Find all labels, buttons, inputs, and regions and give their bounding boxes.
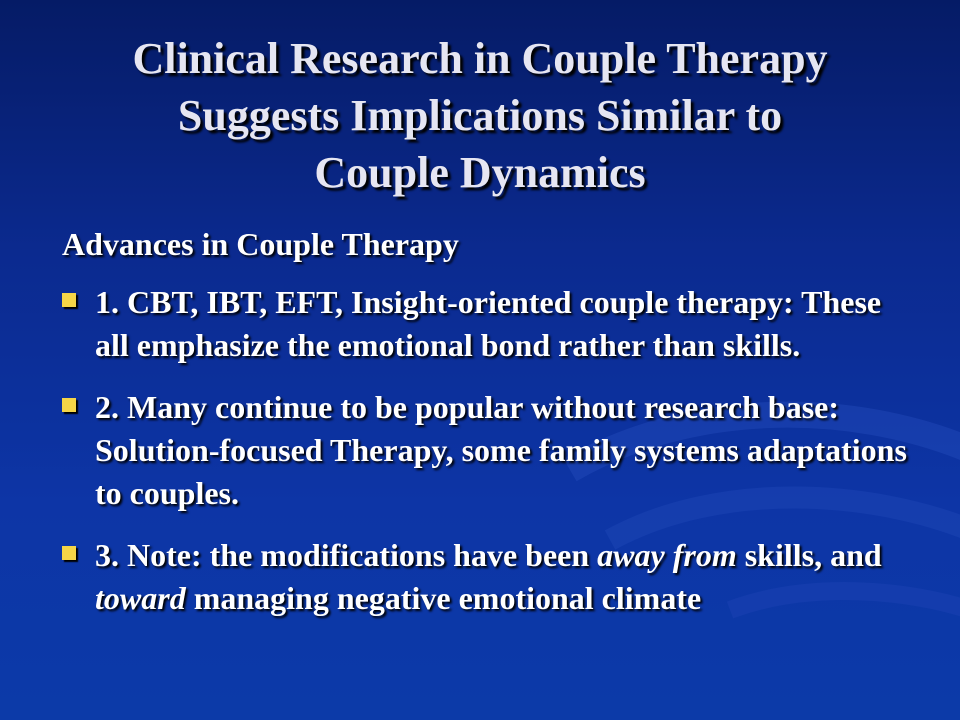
square-bullet-icon — [62, 546, 76, 560]
square-bullet-icon — [62, 398, 76, 412]
bullet-text-part: managing negative emotional climate — [185, 580, 702, 616]
slide-subheading: Advances in Couple Therapy — [62, 226, 459, 262]
bullet-text — [95, 534, 922, 620]
slide-title-line: Couple Dynamics — [314, 148, 646, 197]
bullet-text: 2. Many continue to be popular without research base: Solution-focused Therapy, some family systems adaptations to couples. — [95, 389, 907, 511]
slide-title-line: Clinical Research in Couple Therapy — [132, 34, 828, 83]
slide-title — [0, 30, 960, 201]
emphasis-text: toward — [95, 580, 186, 616]
square-bullet-icon — [62, 293, 76, 307]
bullet-text: 1. CBT, IBT, EFT, Insight-oriented couple therapy: These all emphasize the emotional bond rather than skills. — [95, 284, 882, 363]
emphasis-text: away from — [597, 537, 737, 573]
bullet-item — [62, 534, 922, 620]
bullet-text-part: 3. Note: the modifications have been — [95, 537, 598, 573]
bullet-item — [62, 281, 922, 367]
slide-title-line: Suggests Implications Similar to — [177, 91, 783, 140]
bullet-list — [62, 281, 922, 639]
bullet-item — [62, 386, 922, 515]
bullet-text-part: skills, and — [736, 537, 882, 573]
